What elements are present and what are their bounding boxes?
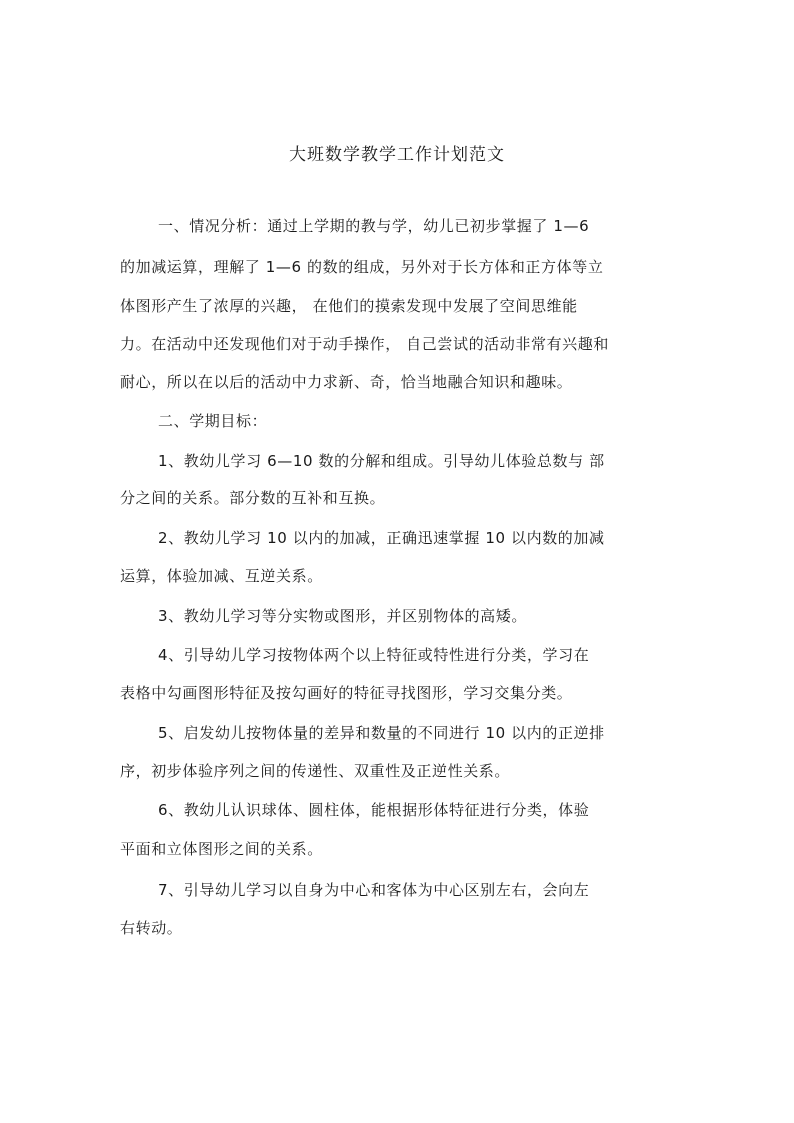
- paragraph-line: 耐心，所以在以后的活动中力求新、奇，恰当地融合知识和趣味。: [120, 373, 573, 391]
- list-item-line: 2、教幼儿学习 10 以内的加减，正确迅速掌握 10 以内数的加减: [158, 529, 605, 547]
- paragraph-line: 体图形产生了浓厚的兴趣， 在他们的摸索发现中发展了空间思维能: [120, 297, 578, 315]
- section-heading: 二、学期目标：: [158, 412, 268, 430]
- document-title: 大班数学教学工作计划范文: [289, 145, 505, 165]
- list-item-line: 3、教幼儿学习等分实物或图形，并区别物体的高矮。: [158, 607, 527, 625]
- list-item-line: 右转动。: [120, 919, 183, 937]
- list-item-line: 分之间的关系。部分数的互补和互换。: [120, 489, 386, 507]
- paragraph-line: 力。在活动中还发现他们对于动手操作， 自己尝试的活动非常有兴趣和: [120, 335, 609, 353]
- list-item-line: 表格中勾画图形特征及按勾画好的特征寻找图形，学习交集分类。: [120, 684, 573, 702]
- list-item-line: 运算，体验加减、互逆关系。: [120, 567, 323, 585]
- list-item-line: 平面和立体图形之间的关系。: [120, 840, 323, 858]
- list-item-line: 4、引导幼儿学习按物体两个以上特征或特性进行分类，学习在: [158, 646, 590, 664]
- list-item-line: 1、教幼儿学习 6—10 数的分解和组成。引导幼儿体验总数与 部: [158, 452, 605, 470]
- list-item-line: 5、启发幼儿按物体量的差异和数量的不同进行 10 以内的正逆排: [158, 724, 605, 742]
- list-item-line: 6、教幼儿认识球体、圆柱体，能根据形体特征进行分类，体验: [158, 801, 590, 819]
- list-item-line: 7、引导幼儿学习以自身为中心和客体为中心区别左右，会向左: [158, 881, 590, 899]
- paragraph-line: 一、情况分析：通过上学期的教与学，幼儿已初步掌握了 1—6: [158, 217, 590, 235]
- list-item-line: 序，初步体验序列之间的传递性、双重性及正逆性关系。: [120, 762, 511, 780]
- paragraph-line: 的加减运算，理解了 1—6 的数的组成，另外对于长方体和正方体等立: [120, 258, 604, 276]
